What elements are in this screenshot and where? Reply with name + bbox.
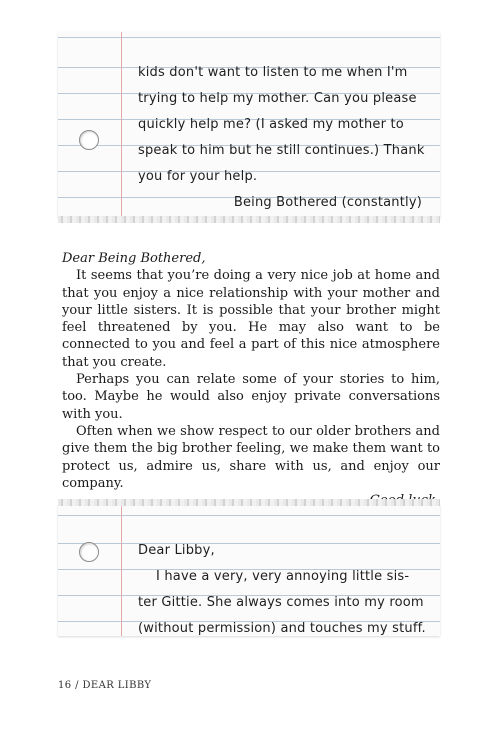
page-footer: 16 / DEAR LIBBY xyxy=(58,680,152,691)
advice-reply xyxy=(62,250,440,527)
letter-note-bottom xyxy=(58,504,440,636)
handwritten-line: you for your help. xyxy=(138,169,258,184)
handwritten-letter-text xyxy=(138,60,426,216)
reply-paragraph: Perhaps you can relate some of your stories to him, too. Maybe he would also enjoy private conversations with you. xyxy=(62,372,440,422)
handwritten-line: (without permission) and touches my stuff. xyxy=(138,621,426,636)
reply-paragraph: It seems that you’re doing a very nice job at home and that you enjoy a nice relationship with your mother and your little sisters. It is possible that your brother might feel threatened by you. He may also want to be connected to you and feel a part of this nice atmosphere that you create. xyxy=(62,268,440,370)
reply-salutation: Dear Being Bothered, xyxy=(62,251,206,266)
handwritten-line: kids don't want to listen to me when I'm xyxy=(138,65,408,80)
handwritten-line: speak to him but he still continues.) Thank xyxy=(138,143,425,158)
handwritten-line: I have a very, very annoying little sis- xyxy=(156,569,410,584)
letter-signature: Being Bothered (constantly) xyxy=(233,195,422,210)
handwritten-line: quickly help me? (I asked my mother to xyxy=(138,117,404,132)
reply-paragraph: Often when we show respect to our older brothers and give them the big brother feeling, we make them want to protect us, admire us, share with us, and enjoy our company. xyxy=(62,423,440,491)
handwritten-letter-text xyxy=(138,538,426,642)
handwritten-line: trying to help my mother. Can you please xyxy=(138,91,417,106)
letter-note-top xyxy=(58,32,440,218)
handwritten-salutation: Dear Libby, xyxy=(138,543,215,558)
handwritten-line: ter Gittie. She always comes into my room xyxy=(138,595,424,610)
binder-hole xyxy=(79,130,99,150)
binder-hole xyxy=(79,542,99,562)
